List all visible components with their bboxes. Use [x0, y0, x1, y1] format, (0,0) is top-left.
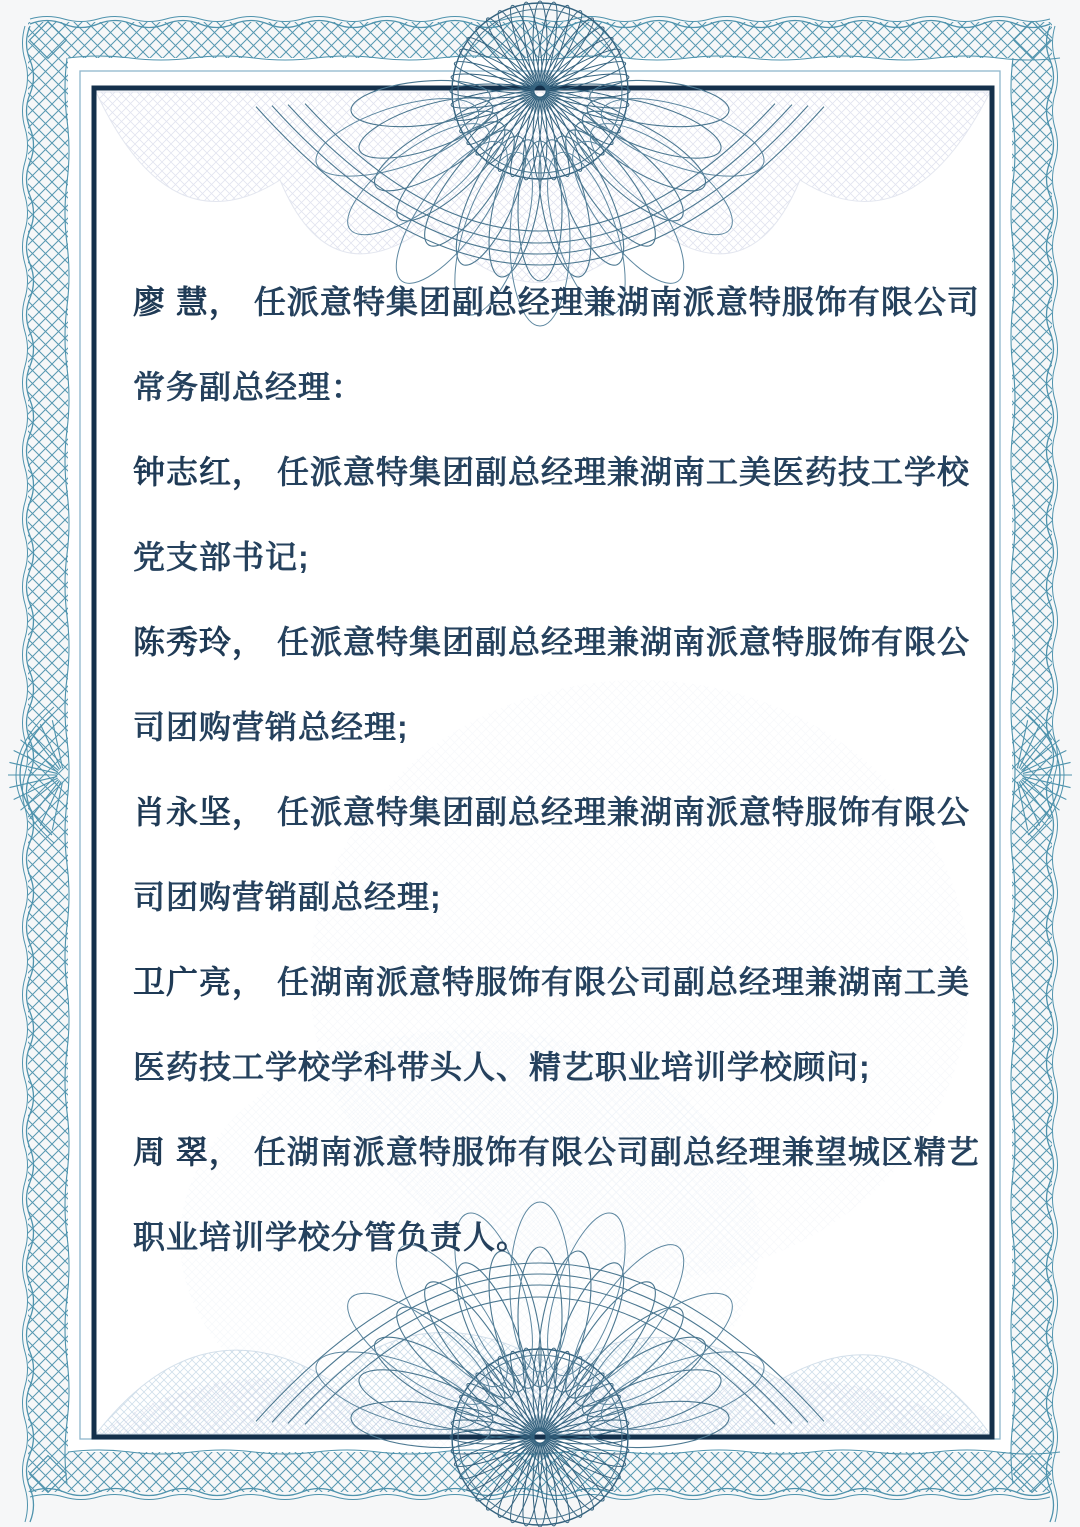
- entry-line: 司团购营销总经理;: [133, 709, 409, 745]
- appointment-entry: [133, 940, 973, 1110]
- person-name: 卫广亮，: [133, 964, 266, 1000]
- entry-text: 任派意特集团副总经理兼湖南派意特服饰有限公司: [253, 284, 980, 320]
- person-name: 周 翠，: [133, 1134, 242, 1170]
- appointment-entry: [133, 770, 973, 940]
- entry-line: 常务副总经理：: [133, 369, 365, 405]
- entry-line: [133, 260, 980, 345]
- appointment-entry: [133, 430, 973, 600]
- person-name: 钟志红，: [133, 454, 266, 490]
- appointment-entry: [133, 600, 973, 770]
- person-name: 廖 慧，: [133, 284, 242, 320]
- entry-text: 任派意特集团副总经理兼湖南派意特服饰有限公: [277, 794, 971, 830]
- entry-line: [133, 600, 973, 685]
- person-name: 肖永坚，: [133, 794, 266, 830]
- entry-text: 任派意特集团副总经理兼湖南工美医药技工学校: [277, 454, 971, 490]
- entry-line: [133, 1110, 980, 1195]
- entry-text: 任派意特集团副总经理兼湖南派意特服饰有限公: [277, 624, 971, 660]
- entry-line: 医药技工学校学科带头人、精艺职业培训学校顾问;: [133, 1049, 871, 1085]
- entry-line: [133, 770, 973, 855]
- appointment-list: [133, 260, 980, 1280]
- entry-line: 党支部书记;: [133, 539, 310, 575]
- entry-text: 任湖南派意特服饰有限公司副总经理兼湖南工美: [277, 964, 971, 1000]
- entry-line: [133, 940, 973, 1025]
- appointment-entry: [133, 1110, 980, 1280]
- entry-line: 职业培训学校分管负责人。: [133, 1219, 530, 1255]
- entry-text: 任湖南派意特服饰有限公司副总经理兼望城区精艺: [253, 1134, 980, 1170]
- appointment-entry: [133, 260, 980, 430]
- entry-line: 司团购营销副总经理;: [133, 879, 442, 915]
- entry-line: [133, 430, 973, 515]
- person-name: 陈秀玲，: [133, 624, 266, 660]
